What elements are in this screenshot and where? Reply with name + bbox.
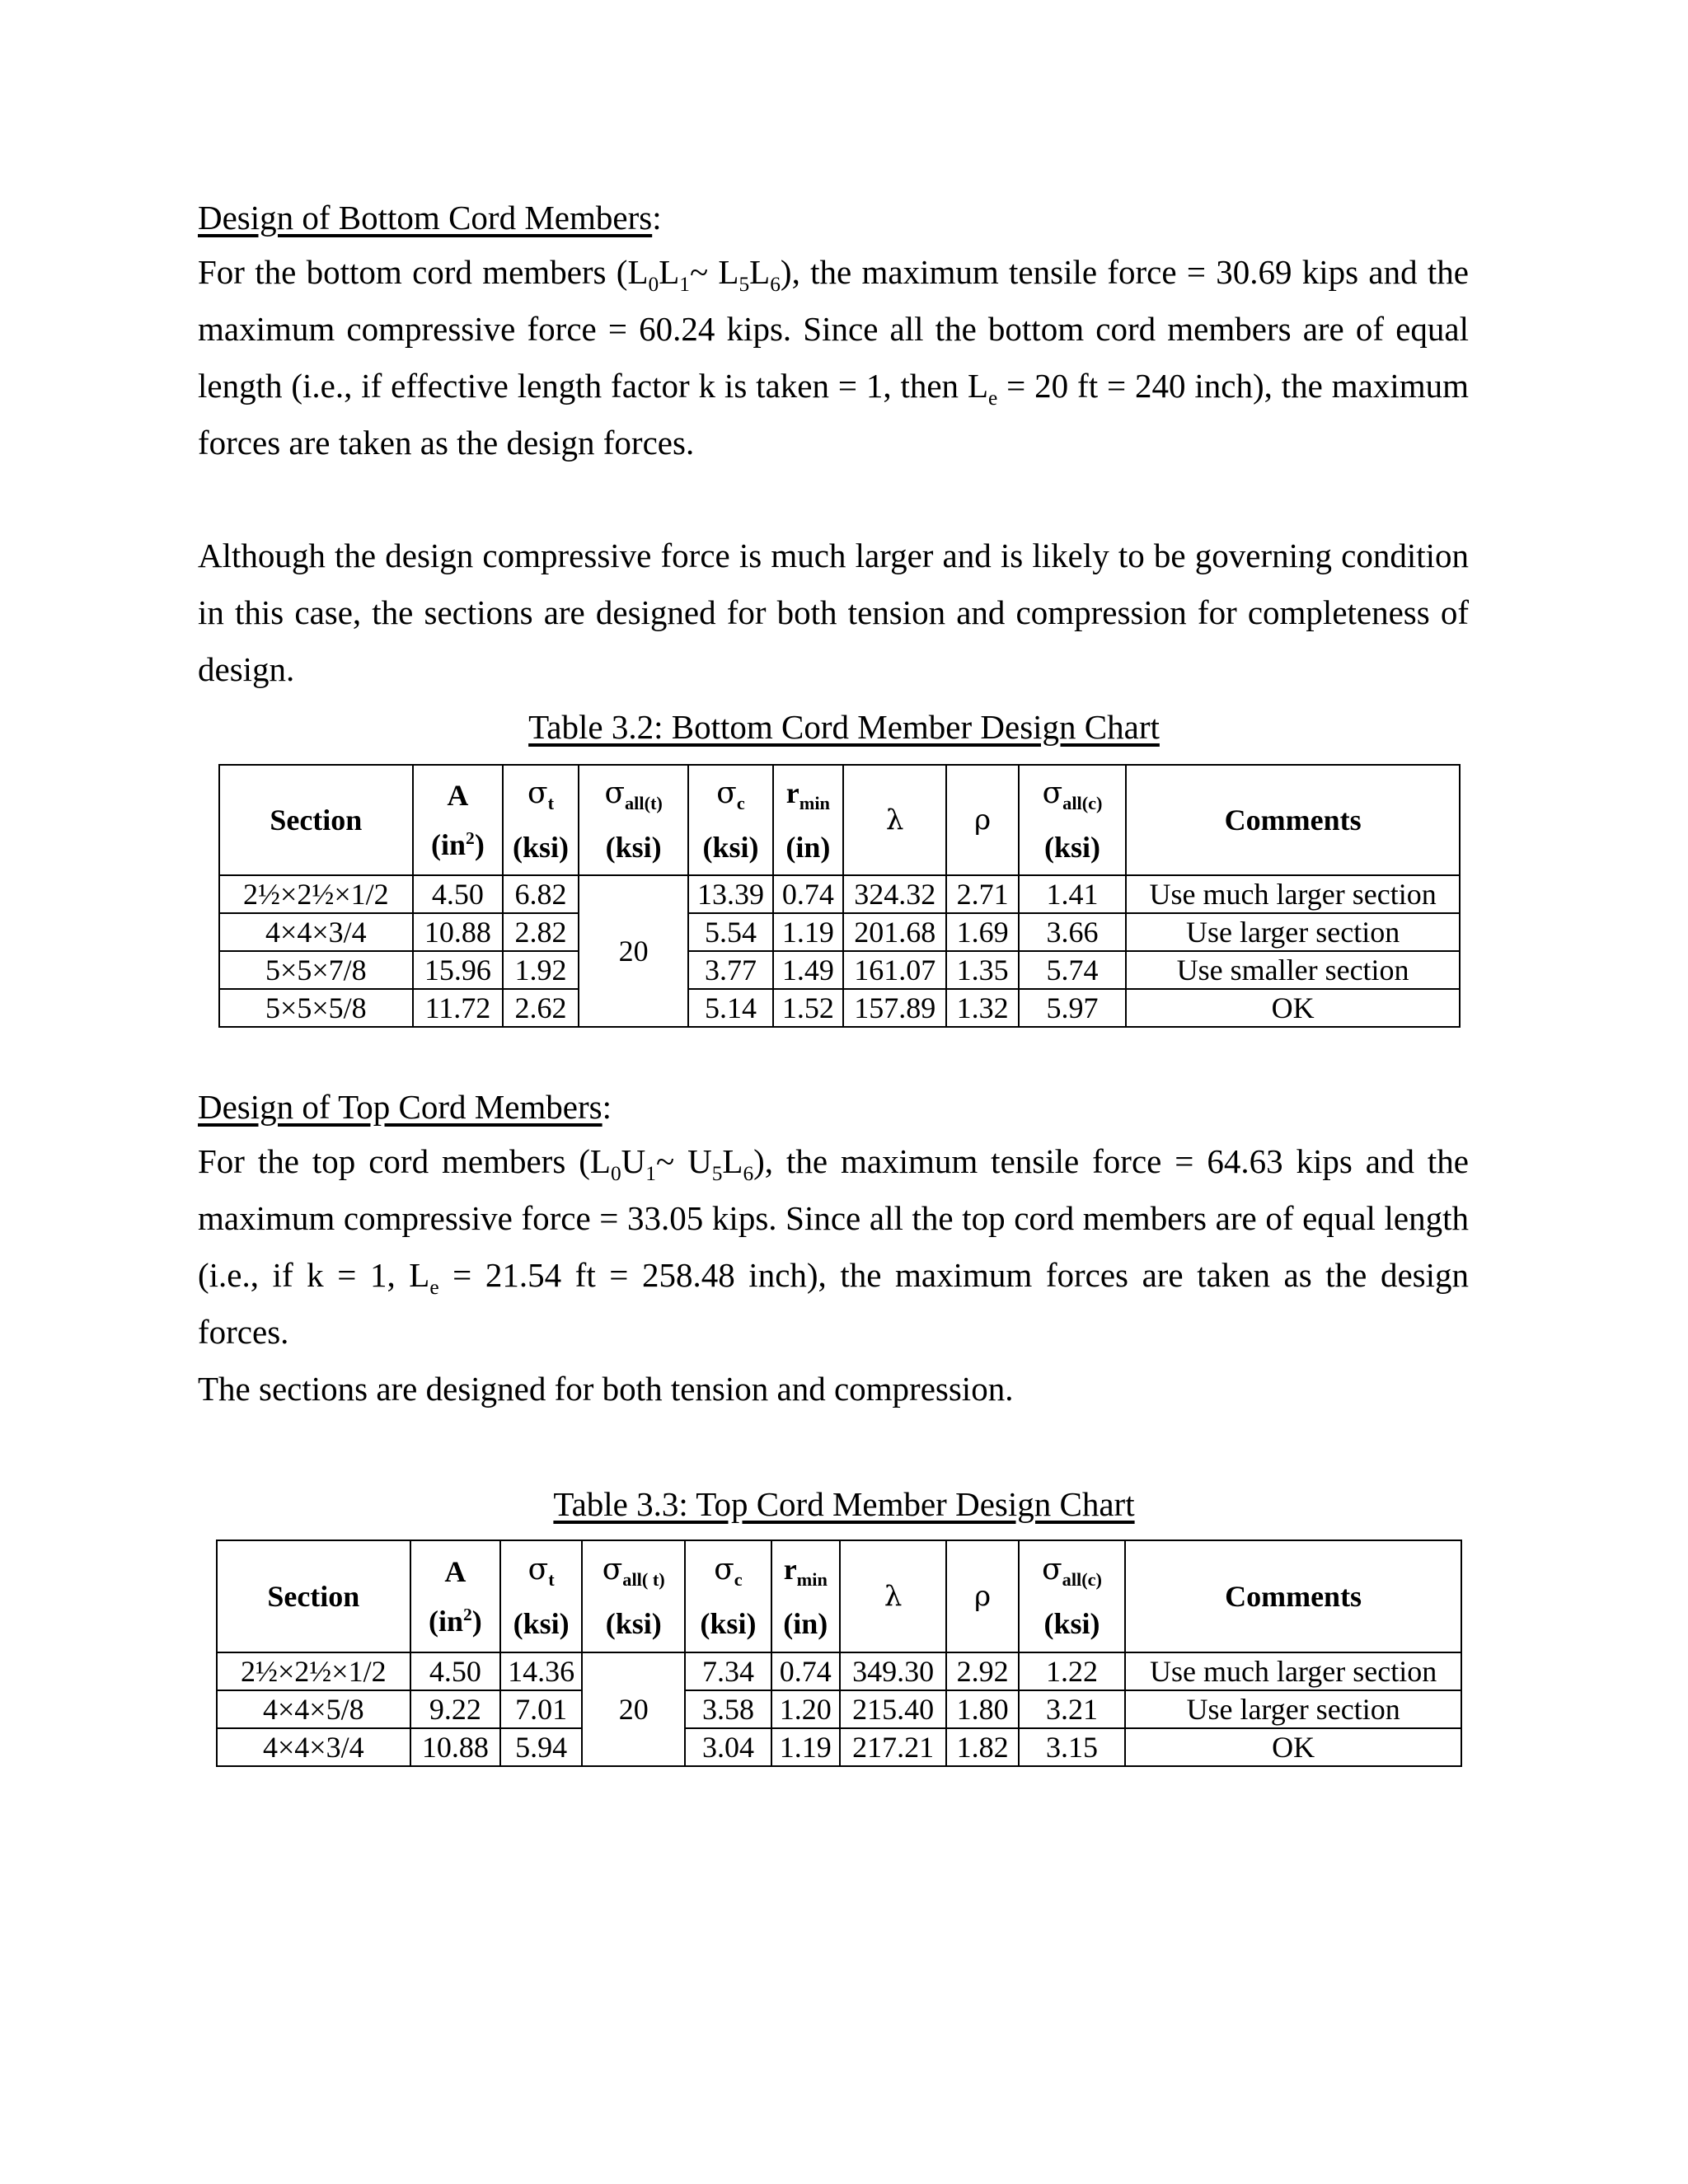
- cell-rho: 1.80: [946, 1690, 1019, 1728]
- table-row: [217, 1652, 1461, 1690]
- table-3-2-caption: Table 3.2: Bottom Cord Member Design Chart: [528, 708, 1160, 746]
- cell-comment: Use larger section: [1125, 1690, 1461, 1728]
- cell-r-min: 1.19: [773, 913, 844, 951]
- col-header-rho: ρ: [946, 1540, 1019, 1652]
- cell-section: 4×4×5/8: [217, 1690, 410, 1728]
- cell-sigma-all-c: 3.15: [1019, 1728, 1125, 1766]
- cell-rho: 2.92: [946, 1652, 1019, 1690]
- cell-r-min: 0.74: [773, 875, 844, 913]
- cell-sigma-c: 13.39: [688, 875, 772, 913]
- cell-sigma-t: 6.82: [503, 875, 579, 913]
- col-header-section: Section: [217, 1540, 410, 1652]
- col-header-area: A $(in^2)$: [410, 1540, 500, 1652]
- cell-sigma-all-t: 20: [582, 1652, 685, 1766]
- cell-sigma-t: 2.82: [503, 913, 579, 951]
- table-row: [219, 875, 1460, 913]
- cell-sigma-all-c: 5.74: [1019, 951, 1126, 989]
- cell-comment: Use larger section: [1126, 913, 1460, 951]
- table-row: [219, 913, 1460, 951]
- cell-rho: 1.32: [946, 989, 1019, 1027]
- cell-section: 2½×2½×1/2: [219, 875, 413, 913]
- col-header-r-min: $r_{min}$ (in): [771, 1540, 840, 1652]
- cell-sigma-c: 3.77: [688, 951, 772, 989]
- col-header-sigma-t: $\sigma_t$ (ksi): [500, 1540, 582, 1652]
- bottom-cord-heading: Design of Bottom Cord Members:: [198, 199, 662, 237]
- table-row: [219, 989, 1460, 1027]
- col-header-sigma-c: $\sigma_c$ (ksi): [688, 765, 772, 875]
- cell-section: 5×5×5/8: [219, 989, 413, 1027]
- cell-lambda: 161.07: [843, 951, 946, 989]
- cell-lambda: 217.21: [840, 1728, 946, 1766]
- table-row: [219, 951, 1460, 989]
- col-header-sigma-all-t: $\sigma_{all( t)}$ (ksi): [582, 1540, 685, 1652]
- cell-sigma-c: 3.58: [685, 1690, 771, 1728]
- cell-sigma-all-c: 1.41: [1019, 875, 1126, 913]
- table-row: [217, 1690, 1461, 1728]
- cell-sigma-all-c: 5.97: [1019, 989, 1126, 1027]
- cell-r-min: 0.74: [771, 1652, 840, 1690]
- cell-section: 4×4×3/4: [217, 1728, 410, 1766]
- cell-comment: Use much larger section: [1126, 875, 1460, 913]
- cell-lambda: 349.30: [840, 1652, 946, 1690]
- cell-sigma-t: 7.01: [500, 1690, 582, 1728]
- cell-section: 5×5×7/8: [219, 951, 413, 989]
- top-cord-paragraph-2: The sections are designed for both tension and compression.: [198, 1370, 1014, 1408]
- col-header-comments: Comments: [1125, 1540, 1461, 1652]
- cell-sigma-t: 2.62: [503, 989, 579, 1027]
- cell-area: 10.88: [413, 913, 504, 951]
- cell-r-min: 1.20: [771, 1690, 840, 1728]
- cell-comment: OK: [1126, 989, 1460, 1027]
- cell-rho: 2.71: [946, 875, 1019, 913]
- cell-sigma-c: 5.14: [688, 989, 772, 1027]
- top-cord-paragraph-1: For the top cord members ($L_0U_1\sim$ $U_5L_6$), the maximum tensile force = 64.63 kips and the maximum compressive force = 33.05 kips. Since all the top cord members are of equal length (i.e., if k = 1, $L_e = 21.54$ ft = 258.48 inch), the maximum forces are taken as the design forces.: [198, 1142, 1469, 1351]
- cell-comment: OK: [1125, 1728, 1461, 1766]
- cell-lambda: 215.40: [840, 1690, 946, 1728]
- top-cord-design-table: [216, 1540, 1462, 1767]
- cell-lambda: 157.89: [843, 989, 946, 1027]
- col-header-sigma-all-t: $\sigma_{all(t)}$ (ksi): [579, 765, 688, 875]
- table-3-3-caption: Table 3.3: Top Cord Member Design Chart: [553, 1485, 1135, 1523]
- col-header-sigma-all-c: $\sigma_{all(c)}$ (ksi): [1019, 1540, 1125, 1652]
- bottom-cord-paragraph-2: Although the design compressive force is much larger and is likely to be governing condition in this case, the sections are designed for both tension and compression for completeness of design.: [198, 537, 1469, 688]
- col-header-lambda: λ: [843, 765, 946, 875]
- cell-rho: 1.69: [946, 913, 1019, 951]
- top-cord-heading: Design of Top Cord Members:: [198, 1088, 612, 1126]
- cell-sigma-t: 1.92: [503, 951, 579, 989]
- cell-r-min: 1.49: [773, 951, 844, 989]
- cell-area: 9.22: [410, 1690, 500, 1728]
- table-header-row: [219, 765, 1460, 875]
- cell-comment: Use smaller section: [1126, 951, 1460, 989]
- cell-sigma-all-c: 3.66: [1019, 913, 1126, 951]
- cell-r-min: 1.52: [773, 989, 844, 1027]
- cell-area: 15.96: [413, 951, 504, 989]
- cell-area: 11.72: [413, 989, 504, 1027]
- cell-rho: 1.82: [946, 1728, 1019, 1766]
- cell-area: 4.50: [413, 875, 504, 913]
- bottom-cord-paragraph-1: For the bottom cord members ($L_0L_1\sim$ $L_5L_6$), the maximum tensile force = 30.69 kips and the maximum compressive force = 60.24 kips. Since all the bottom cord members are of equal length (i.e., if effective length factor k is taken = 1, then $L_e = 20$ ft = 240 inch), the maximum forces are taken as the design forces.: [198, 253, 1469, 462]
- cell-sigma-t: 14.36: [500, 1652, 582, 1690]
- cell-sigma-all-c: 3.21: [1019, 1690, 1125, 1728]
- col-header-sigma-c: $\sigma_c$ (ksi): [685, 1540, 771, 1652]
- cell-sigma-c: 3.04: [685, 1728, 771, 1766]
- col-header-sigma-t: $\sigma_t$ (ksi): [503, 765, 579, 875]
- bottom-cord-design-table: [218, 764, 1461, 1028]
- cell-section: 4×4×3/4: [219, 913, 413, 951]
- cell-section: 2½×2½×1/2: [217, 1652, 410, 1690]
- cell-area: 4.50: [410, 1652, 500, 1690]
- cell-r-min: 1.19: [771, 1728, 840, 1766]
- cell-sigma-all-c: 1.22: [1019, 1652, 1125, 1690]
- col-header-rho: ρ: [946, 765, 1019, 875]
- col-header-area: A $(in^2)$: [413, 765, 504, 875]
- col-header-lambda: λ: [840, 1540, 946, 1652]
- table-row: [217, 1728, 1461, 1766]
- cell-sigma-t: 5.94: [500, 1728, 582, 1766]
- cell-rho: 1.35: [946, 951, 1019, 989]
- col-header-sigma-all-c: $\sigma_{all(c)}$ (ksi): [1019, 765, 1126, 875]
- col-header-r-min: $r_{min}$ (in): [773, 765, 844, 875]
- col-header-section: Section: [219, 765, 413, 875]
- cell-sigma-all-t: 20: [579, 875, 688, 1027]
- cell-lambda: 324.32: [843, 875, 946, 913]
- col-header-comments: Comments: [1126, 765, 1460, 875]
- cell-sigma-c: 5.54: [688, 913, 772, 951]
- cell-comment: Use much larger section: [1125, 1652, 1461, 1690]
- cell-lambda: 201.68: [843, 913, 946, 951]
- table-header-row: [217, 1540, 1461, 1652]
- cell-sigma-c: 7.34: [685, 1652, 771, 1690]
- cell-area: 10.88: [410, 1728, 500, 1766]
